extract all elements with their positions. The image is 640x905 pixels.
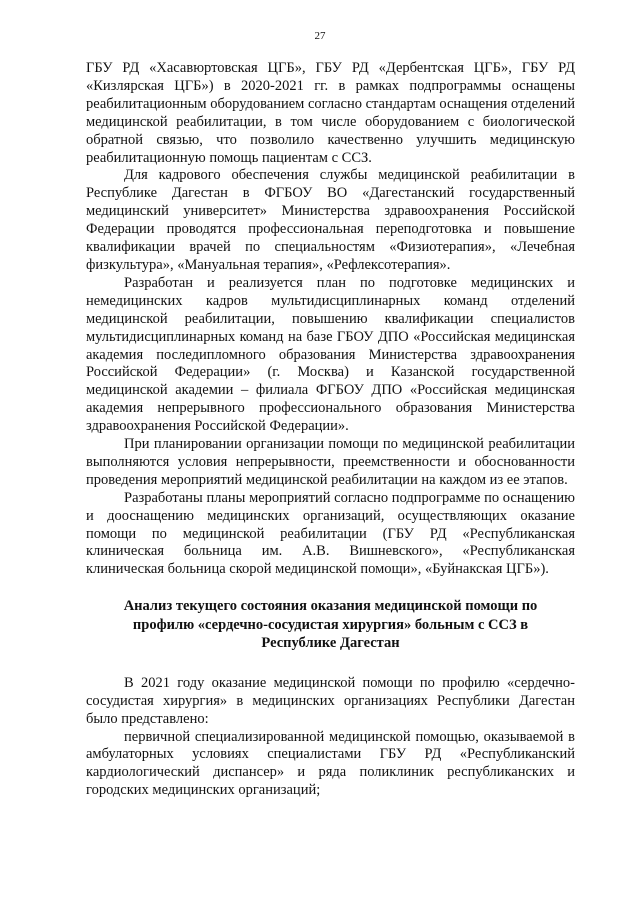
heading-spacer [86,653,575,675]
paragraph-5: Разработаны планы мероприятий согласно подпрограмме по оснащению и дооснащению медицинских организаций, осуществляющих оказание помощи по медицинской реабилитации (ГБУ РД «Республиканская клиническая больница им. А.В. Вишневского», «Республиканская клиническая больница скорой медицинской помощи», «Буйнакская ЦГБ»). [86,489,575,578]
paragraph-1: ГБУ РД «Хасавюртовская ЦГБ», ГБУ РД «Дербентская ЦГБ», ГБУ РД «Кизлярская ЦГБ») в 2020-2021 гг. в рамках подпрограммы оснащены реабилитационным оборудованием согласно стандартам оснащения отделений медицинской реабилитации, в том числе оборудованием с биологической обратной связью, что позволило качественно улучшить медицинскую реабилитационную помощь пациентам с ССЗ. [86,60,575,166]
paragraph-6: В 2021 году оказание медицинской помощи по профилю «сердечно-сосудистая хирургия» в медицинских организациях Республики Дагестан было представлено: [86,674,575,727]
paragraph-7: первичной специализированной медицинской помощью, оказываемой в амбулаторных условиях специалистами ГБУ РД «Республиканский кардиологический диспансер» и ряда поликлиник республиканских и городских медицинских организаций; [86,728,575,799]
paragraph-4: При планировании организации помощи по медицинской реабилитации выполняются условия непрерывности, преемственности и обоснованности проведения мероприятий медицинской реабилитации на каждом из ее этапов. [86,436,575,488]
paragraph-2: Для кадрового обеспечения службы медицинской реабилитации в Республике Дагестан в ФГБОУ ВО «Дагестанский государственный медицинский университет» Министерства здравоохранения Российской Федерации проводятся профессиональная переподготовка и повышение квалификации врачей по специальностям «Физиотерапия», «Лечебная физкультура», «Мануальная терапия», «Рефлексотерапия». [86,167,575,273]
section-heading: Анализ текущего состояния оказания медицинской помощи по профилю «сердечно-сосудистая хирургия» больным с ССЗ в Республике Дагестан [123,598,538,652]
paragraph-3: Разработан и реализуется план по подготовке медицинских и немедицинских кадров мультидисциплинарных команд отделений медицинской реабилитации, повышению квалификации специалистов мультидисциплинарных команд на базе ГБОУ ДПО «Российская медицинская академия последипломного образования Министерства здравоохранения Российской Федерации» (г. Москва) и Казанской государственной медицинской академии – филиала ФГБОУ ДПО «Российская медицинская академия непрерывного профессионального образования Министерства здравоохранения Российской Федерации». [86,274,575,435]
document-body [86,60,575,800]
page-number: 27 [314,30,326,42]
